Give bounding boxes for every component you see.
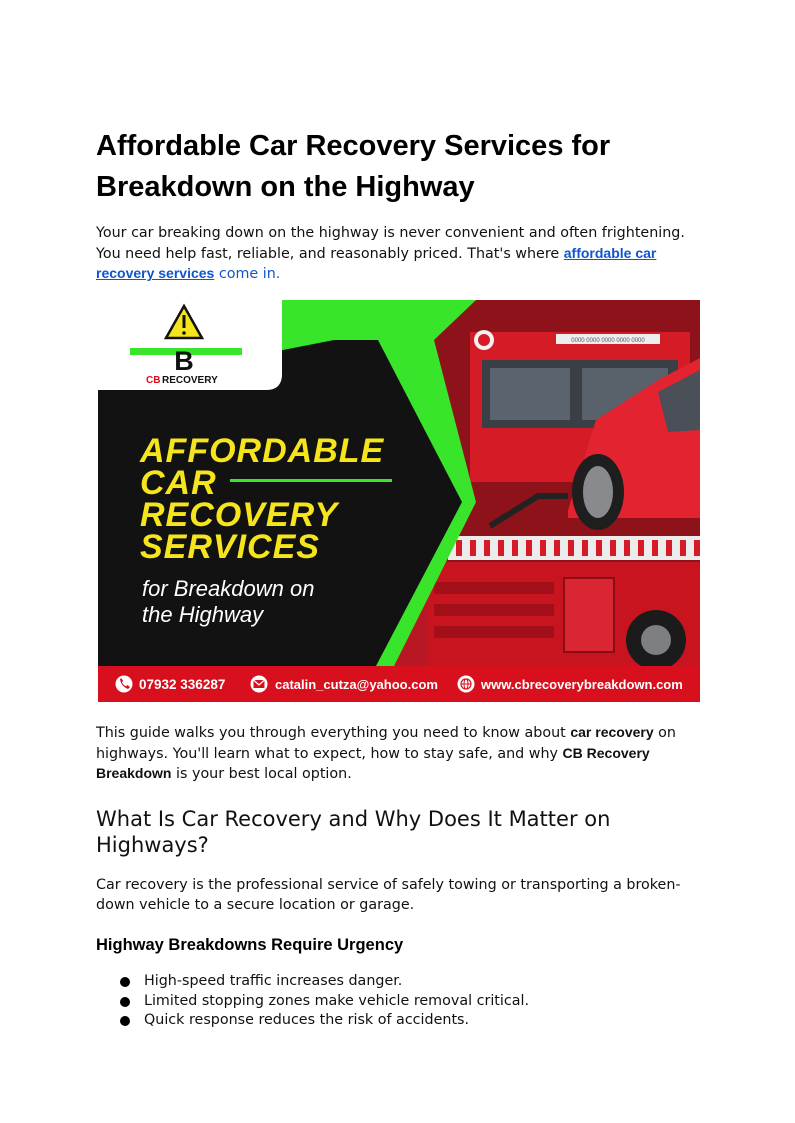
list-item-text: Quick response reduces the risk of accidents. xyxy=(144,1012,470,1029)
section-heading: What Is Car Recovery and Why Does It Matter on Highways? xyxy=(96,807,611,857)
tagline-line-1: for Breakdown on xyxy=(142,576,315,601)
recovery-services-link[interactable]: affordable car recovery services xyxy=(96,244,657,282)
list-item-text: High-speed traffic increases danger. xyxy=(144,973,403,989)
list-item-text: Limited stopping zones make vehicle removal critical. xyxy=(144,992,530,1009)
truck-sign-text: 0000 0000 0000 0000 0000 xyxy=(571,338,645,344)
headline-line-4: SERVICES xyxy=(140,528,320,566)
guide-text-1: This guide walks you through everything you need to know about xyxy=(96,725,571,741)
bullet-icon xyxy=(120,997,130,1007)
tagline-line-2: the Highway xyxy=(142,602,264,627)
globe-icon xyxy=(458,676,475,693)
definition-paragraph: Car recovery is the professional service of safely towing or transporting a broken-down vehicle to a secure location or garage. xyxy=(96,877,681,913)
headline-line-3: RECOVERY xyxy=(140,496,339,534)
headline-line-2: CAR xyxy=(140,464,217,502)
phone-icon xyxy=(116,676,133,693)
subsection-heading: Highway Breakdowns Require Urgency xyxy=(96,936,404,954)
banner-email: catalin_cutza@yahoo.com xyxy=(275,677,438,692)
intro-paragraph xyxy=(96,224,702,285)
list-item xyxy=(96,992,702,1012)
guide-text-3: is your best local option. xyxy=(171,766,352,783)
logo-recovery-text: RECOVERY xyxy=(162,375,218,386)
list-item xyxy=(96,1011,702,1031)
email-icon xyxy=(251,676,268,693)
article-title: Affordable Car Recovery Services for Breakdown on the Highway xyxy=(96,130,611,203)
banner-phone: 07932 336287 xyxy=(139,677,226,692)
bullet-icon xyxy=(120,1016,130,1026)
promo-banner-image xyxy=(98,300,700,702)
banner-website: www.cbrecoverybreakdown.com xyxy=(481,677,683,692)
guide-text-2: on highways. You'll learn what to expect, how to stay safe, and why xyxy=(96,725,676,762)
intro-text: Your car breaking down on the highway is never convenient and often frightening. You need help fast, reliable, and reasonably priced. That's where xyxy=(96,225,685,262)
intro-text-end: come in. xyxy=(214,266,281,283)
guide-bold-car-recovery: car recovery xyxy=(570,724,654,740)
bullet-icon xyxy=(120,977,130,987)
guide-paragraph xyxy=(96,723,702,785)
headline-line-1: AFFORDABLE xyxy=(140,432,385,470)
logo-cb-text: CB xyxy=(146,375,161,386)
logo-letter: B xyxy=(174,346,194,376)
guide-bold-cb-recovery: CB Recovery Breakdown xyxy=(96,744,650,782)
urgency-bullet-list xyxy=(96,972,702,1031)
list-item xyxy=(96,972,702,992)
